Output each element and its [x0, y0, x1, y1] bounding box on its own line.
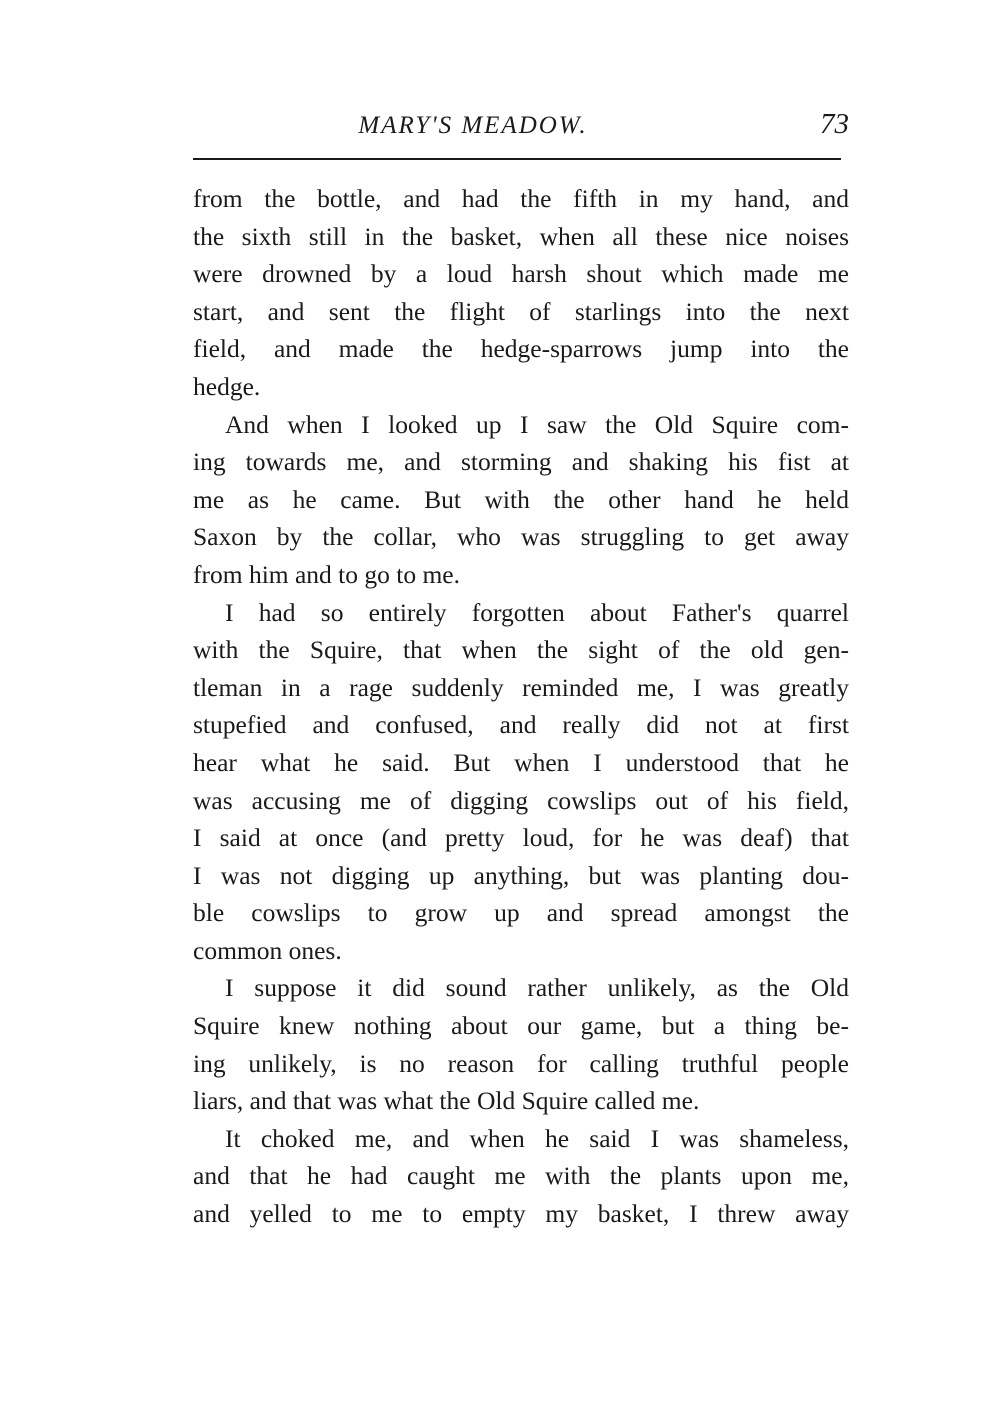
text-line: liars, and that was what the Old Squire called me. [193, 1086, 700, 1116]
text-line: ing towards me, and storming and shaking his fist at [193, 447, 849, 477]
text-line: me as he came. But with the other hand he held [193, 484, 849, 514]
text-line: from him and to go to me. [193, 559, 461, 589]
text-line: I suppose it did sound rather unlikely, as the Old [225, 973, 849, 1003]
paragraph [193, 180, 849, 406]
text-line: common ones. [193, 935, 342, 965]
text-line: ing unlikely, is no reason for calling truthful people [193, 1048, 849, 1078]
body-text [193, 180, 849, 1233]
running-title: MARY'S MEADOW. [358, 112, 588, 139]
text-line: stupefied and confused, and really did not at first [193, 710, 849, 740]
text-line: I said at once (and pretty loud, for he was deaf) that [193, 823, 849, 853]
text-line: was accusing me of digging cowslips out of his field, [193, 785, 849, 815]
text-line: And when I looked up I saw the Old Squire com- [225, 409, 849, 439]
text-line: hear what he said. But when I understood that he [193, 747, 849, 777]
paragraph [193, 969, 849, 1119]
text-line: hedge. [193, 371, 261, 401]
text-line: and yelled to me to empty my basket, I threw away [193, 1199, 849, 1229]
text-line: from the bottle, and had the fifth in my hand, and [193, 184, 849, 213]
paragraph [193, 406, 849, 594]
text-line: Saxon by the collar, who was struggling to get away [193, 522, 849, 552]
text-line: and that he had caught me with the plants upon me, [193, 1161, 849, 1191]
text-line: were drowned by a loud harsh shout which made me [193, 259, 849, 289]
paragraph [193, 1120, 849, 1233]
text-line: I was not digging up anything, but was planting dou- [193, 860, 849, 890]
header-rule [193, 158, 841, 160]
paragraph [193, 594, 849, 970]
text-line: It choked me, and when he said I was shameless, [225, 1123, 849, 1153]
page-number: 73 [820, 108, 849, 140]
text-line: start, and sent the flight of starlings into the next [193, 296, 849, 326]
text-line: Squire knew nothing about our game, but a thing be- [193, 1011, 849, 1041]
running-head [193, 108, 849, 148]
text-line: field, and made the hedge-sparrows jump into the [193, 334, 849, 364]
text-line: I had so entirely forgotten about Father's quarrel [225, 597, 849, 627]
text-line: with the Squire, that when the sight of the old gen- [193, 635, 849, 665]
text-line: the sixth still in the basket, when all these nice noises [193, 221, 849, 251]
text-line: tleman in a rage suddenly reminded me, I was greatly [193, 672, 849, 702]
text-line: ble cowslips to grow up and spread amongst the [193, 898, 849, 928]
